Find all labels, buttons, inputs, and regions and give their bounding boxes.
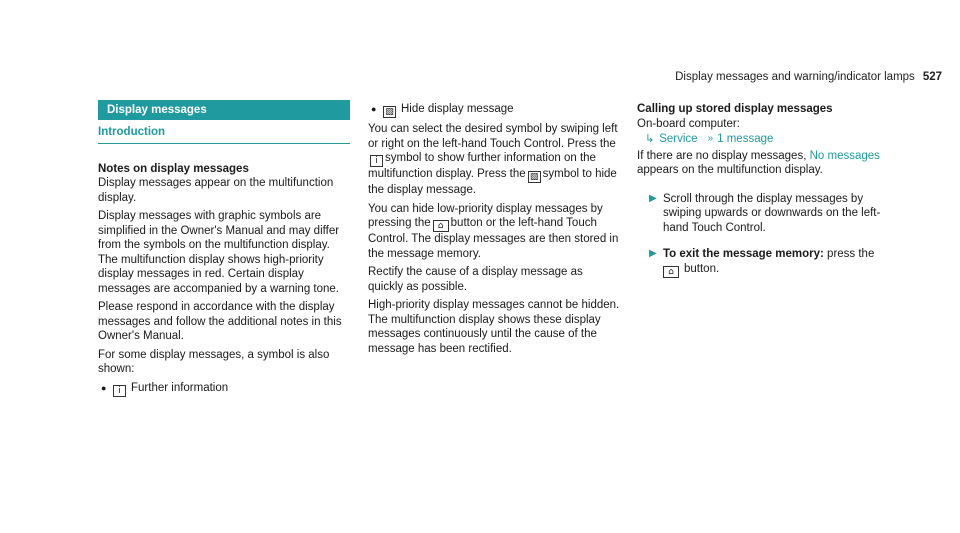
step-arrow-icon: ▶ [649,192,657,204]
text-segment: button. [684,262,720,275]
paragraph: For some display messages, a symbol is also shown: [98,348,330,375]
page-header [675,70,942,85]
paragraph: Rectify the cause of a display message as quickly as possible. [368,266,583,293]
menu-path [637,132,889,147]
section-title: Display messages [98,100,350,120]
bullet-text: Further information [131,381,229,394]
paragraph: Display messages with graphic symbols are simplified in the Owner's Manual and may differ from the symbols on the multifunction display. The multifunction display shows high-priority display messages in red. Certain display messages are accompanied by a warning tone. [98,210,340,295]
column-2 [368,102,620,356]
text-segment: If there are no display messages, [637,149,807,162]
step-text: Scroll through the display messages by swiping upwards or downwards on the left-hand Touch Control. [663,192,881,234]
text-segment: symbol to show further information on the multifunction display. Press the [368,152,596,180]
no-messages-label: No messages [809,149,880,162]
paragraph: High-priority display messages cannot be hidden. The multifunction display shows these display messages continuously until the cause of the message has been rectified. [368,299,620,355]
bullet-dot: ● [371,104,377,114]
menu-item-service: Service [659,133,698,145]
text-segment: button or the left-hand Touch Control. The display messages are then stored in the message memory. [368,217,619,260]
menu-item-message: 1 message [717,133,774,145]
subsection-title: Introduction [98,125,350,144]
home-button-icon: ⌂ [663,266,679,278]
paragraph [368,202,620,262]
column-1 [98,100,350,397]
paragraph: Please respond in accordance with the display messages and follow the additional notes in this Owner's Manual. [98,301,342,342]
paragraph [368,122,620,198]
bullet-text: Hide display message [401,103,514,115]
step-text [663,247,889,278]
text-segment: appears on the multifunction display. [637,164,823,176]
text-segment: press the [827,248,875,260]
stored-messages-heading: Calling up stored display messages [637,103,833,115]
step-item [637,192,889,236]
step-bold-text: To exit the message memory: [663,248,824,260]
notes-heading: Notes on display messages [98,162,249,175]
text-segment: symbol to hide the display message. [368,168,617,196]
text-segment: You can select the desired symbol by swiping left or right on the left-hand Touch Control. Press the [368,123,618,150]
step-arrow-icon: ▶ [649,248,657,259]
bullet-dot: ● [101,382,107,393]
list-item [98,381,350,397]
text-segment: You can hide low-priority display messages by pressing the [368,202,603,229]
path-arrow-icon: ↳ [645,133,655,145]
page-number: 527 [922,71,942,83]
step-item [637,247,889,278]
paragraph: Display messages appear on the multifunction display. [98,177,334,204]
hide-message-icon: ▧ [528,171,541,183]
computer-label: On-board computer: [637,117,740,130]
paragraph [637,149,889,178]
home-button-icon: ⌂ [433,220,449,232]
column-3 [637,102,889,278]
hide-message-icon: ▧ [383,106,396,118]
double-chevron-icon: » [707,133,714,144]
info-icon: i [370,155,383,167]
list-item [368,102,620,118]
page-header-title: Display messages and warning/indicator lamps [675,71,915,83]
info-icon: i [113,385,126,397]
